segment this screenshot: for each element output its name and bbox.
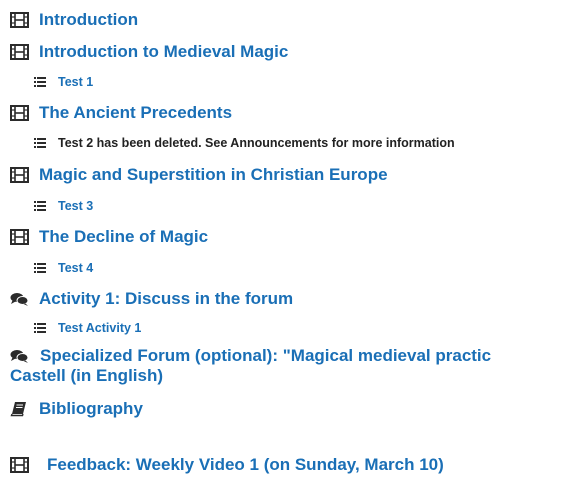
film-icon: [10, 12, 29, 28]
test-label[interactable]: Test 4: [58, 261, 94, 275]
lesson-label[interactable]: Introduction to Medieval Magic: [39, 42, 289, 61]
film-icon: [10, 457, 29, 473]
lesson-label[interactable]: Introduction: [39, 10, 139, 29]
test-1-link[interactable]: [34, 75, 93, 89]
lesson-the-ancient-precedents[interactable]: [10, 103, 232, 123]
notice-label: Test 2 has been deleted. See Announcements for more information: [58, 136, 455, 150]
feedback-weekly-video-link[interactable]: [10, 455, 444, 475]
list-icon: [34, 201, 46, 211]
comments-icon: [10, 291, 29, 307]
lesson-label[interactable]: The Decline of Magic: [39, 227, 209, 246]
bibliography-link[interactable]: [10, 399, 143, 419]
book-icon: [10, 401, 29, 417]
activity-1-forum[interactable]: [10, 289, 293, 309]
activity-label[interactable]: Activity 1: Discuss in the forum: [39, 289, 294, 308]
specialized-forum-link[interactable]: [10, 346, 555, 386]
lesson-introduction[interactable]: [10, 10, 138, 30]
test-label[interactable]: Test 3: [58, 199, 94, 213]
test-label[interactable]: Test 1: [58, 75, 94, 89]
list-icon: [34, 77, 46, 87]
film-icon: [10, 105, 29, 121]
test-3-link[interactable]: [34, 199, 93, 213]
forum-label[interactable]: Specialized Forum (optional): "Magical medieval practic: [40, 346, 492, 365]
lesson-introduction-to-medieval-magic[interactable]: [10, 42, 288, 62]
test-4-link[interactable]: [34, 261, 93, 275]
feedback-label[interactable]: Feedback: Weekly Video 1 (on Sunday, March 10): [47, 455, 444, 474]
list-icon: [34, 138, 46, 148]
test-activity-1-link[interactable]: [34, 321, 141, 335]
lesson-label[interactable]: The Ancient Precedents: [39, 103, 233, 122]
test-label[interactable]: Test Activity 1: [58, 321, 142, 335]
film-icon: [10, 229, 29, 245]
lesson-magic-and-superstition[interactable]: [10, 165, 388, 185]
test-2-deleted-notice: [34, 136, 455, 150]
lesson-label[interactable]: Magic and Superstition in Christian Europe: [39, 165, 388, 184]
film-icon: [10, 44, 29, 60]
list-icon: [34, 263, 46, 273]
bibliography-label[interactable]: Bibliography: [39, 399, 143, 418]
forum-label-continued[interactable]: Castell (in English): [10, 366, 164, 385]
film-icon: [10, 167, 29, 183]
comments-icon: [10, 348, 30, 362]
lesson-the-decline-of-magic[interactable]: [10, 227, 208, 247]
list-icon: [34, 323, 46, 333]
